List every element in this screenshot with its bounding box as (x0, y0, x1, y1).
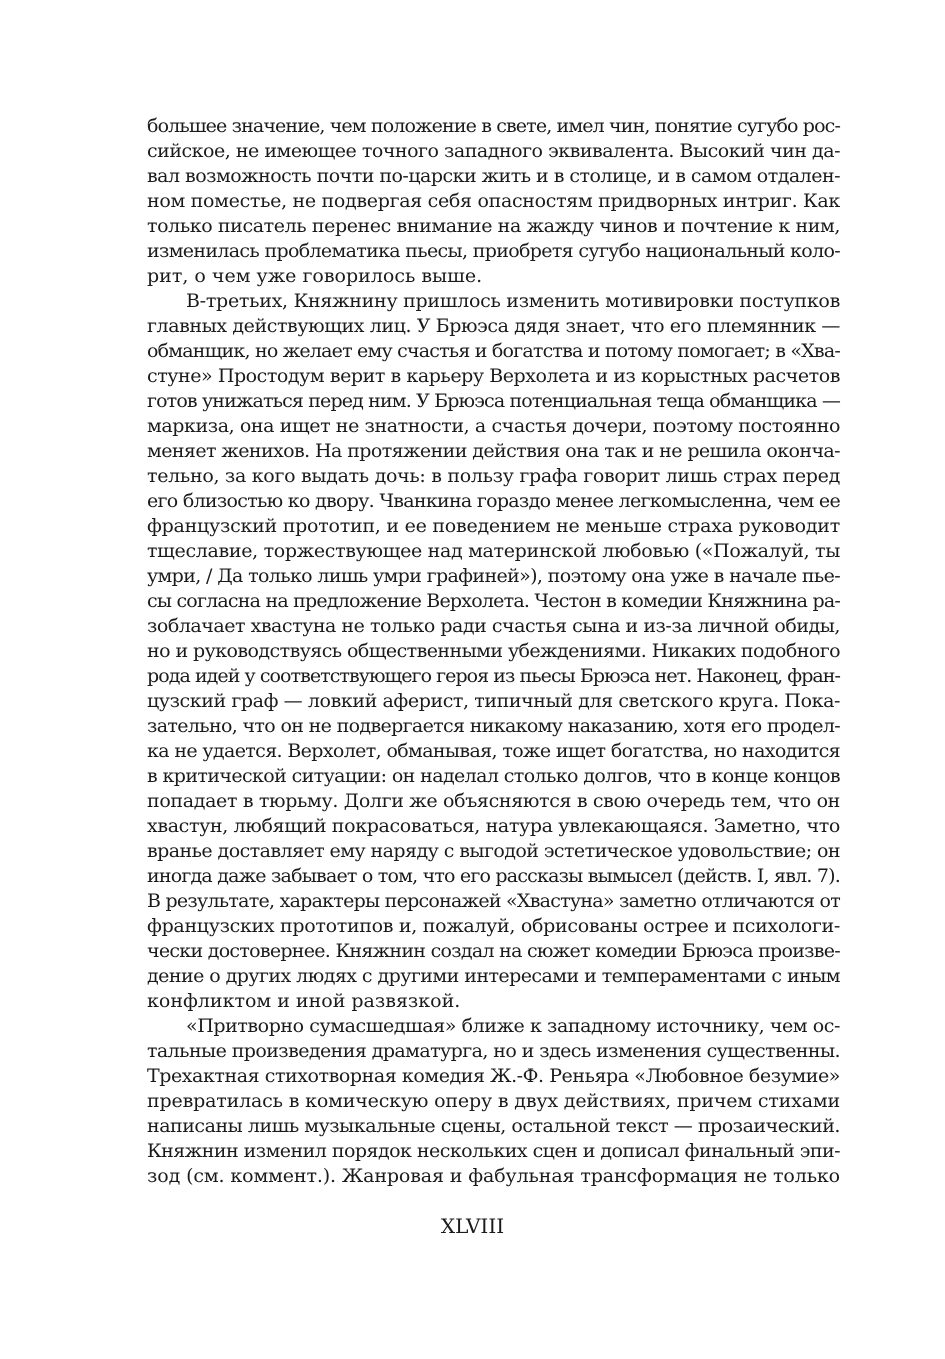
text-line: конфликтом и иной развязкой. (147, 990, 461, 1012)
text-line: рит, о чем уже говорилось выше. (147, 265, 483, 287)
paragraph (147, 289, 840, 1014)
text-line: маркиза, она ищет не знатности, а счастья дочери, поэтому постоянно (147, 415, 840, 437)
text-line: хвастун, любящий покрасоваться, натура увлекающаяся. Заметно, что (147, 815, 840, 837)
text-line: дение о других людях с другими интересами и темпераментами с иным (147, 965, 840, 987)
text-line: тщеславие, торжествующее над материнской любовью («Пожалуй, ты (147, 540, 840, 562)
text-line: сы согласна на предложение Верхолета. Честон в комедии Княжнина ра- (147, 590, 840, 612)
text-line: ка не удается. Верхолет, обманывая, тоже ищет богатства, но находится (147, 740, 840, 762)
text-line: но и руководствуясь общественными убеждениями. Никаких подобного (147, 640, 840, 662)
text-line: зоблачает хвастуна не только ради счастья сына и из-за личной обиды, (147, 615, 840, 637)
text-line: иногда даже забывает о том, что его рассказы вымысел (действ. I, явл. 7). (147, 865, 840, 887)
page-number: XLVIII (440, 1214, 505, 1238)
text-line: большее значение, чем положение в свете, имел чин, понятие сугубо рос- (147, 115, 840, 137)
text-line: зод (см. коммент.). Жанровая и фабульная трансформация не только (147, 1165, 840, 1187)
text-line: попадает в тюрьму. Долги же объясняются в свою очередь тем, что он (147, 790, 840, 812)
text-line: готов унижаться перед ним. У Брюэса потенциальная теща обманщика — (147, 390, 840, 412)
text-line: Трехактная стихотворная комедия Ж.-Ф. Реньяра «Любовное безумие» (147, 1065, 840, 1087)
text-line: стуне» Простодум верит в карьеру Верхолета и из корыстных расчетов (147, 365, 840, 387)
body-text (147, 114, 840, 1189)
text-line: превратилась в комическую оперу в двух действиях, причем стихами (147, 1090, 840, 1112)
text-line: цузский граф — ловкий аферист, типичный для светского круга. Пока- (147, 690, 840, 712)
text-line: тальные произведения драматурга, но и здесь изменения существенны. (147, 1040, 840, 1062)
text-line: написаны лишь музыкальные сцены, остальной текст — прозаический. (147, 1115, 840, 1137)
text-line: в критической ситуации: он наделал столько долгов, что в конце концов (147, 765, 840, 787)
paragraph (147, 114, 840, 289)
text-line: французский прототип, и ее поведением не меньше страха руководит (147, 515, 840, 537)
text-line: меняет женихов. На протяжении действия она так и не решила оконча- (147, 440, 840, 462)
text-line: вранье доставляет ему наряду с выгодой эстетическое удовольствие; он (147, 840, 840, 862)
text-line: французских прототипов и, пожалуй, обрисованы острее и психологи- (147, 915, 840, 937)
text-line: сийское, не имеющее точного западного эквивалента. Высокий чин да- (147, 140, 840, 162)
text-line: В-третьих, Княжнину пришлось изменить мотивировки поступков (186, 290, 840, 312)
text-line: тельно, за кого выдать дочь: в пользу графа говорит лишь страх перед (147, 465, 840, 487)
text-line: вал возможность почти по-царски жить и в столице, и в самом отдален- (147, 165, 840, 187)
text-line: зательно, что он не подвергается никакому наказанию, хотя его продел- (147, 715, 841, 737)
text-line: изменилась проблематика пьесы, приобретя сугубо национальный коло- (147, 240, 840, 262)
text-line: В результате, характеры персонажей «Хвастуна» заметно отличаются от (147, 890, 840, 912)
text-line: обманщик, но желает ему счастья и богатства и потому помогает; в «Хва- (147, 340, 840, 362)
text-line: только писатель перенес внимание на жажду чинов и почтение к ним, (147, 215, 840, 237)
paragraph (147, 1014, 840, 1189)
text-line: Княжнин изменил порядок нескольких сцен и дописал финальный эпи- (147, 1140, 840, 1162)
text-line: «Притворно сумасшедшая» ближе к западному источнику, чем ос- (186, 1015, 840, 1037)
text-line: главных действующих лиц. У Брюэса дядя знает, что его племянник — (147, 315, 840, 337)
text-line: чески достовернее. Княжнин создал на сюжет комедии Брюэса произве- (147, 940, 840, 962)
text-line: ном поместье, не подвергая себя опасностям придворных интриг. Как (147, 190, 841, 212)
text-line: рода идей у соответствующего героя из пьесы Брюэса нет. Наконец, фран- (147, 665, 840, 687)
text-line: умри, / Да только лишь умри графиней»), поэтому она уже в начале пье- (147, 565, 840, 587)
text-line: его близостью ко двору. Чванкина гораздо менее легкомысленна, чем ее (147, 490, 840, 512)
